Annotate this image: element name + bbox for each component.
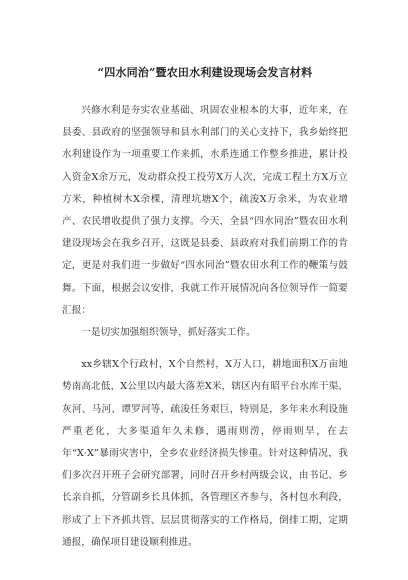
document-title: “四水同治”暨农田水利建设现场会发言材料	[97, 66, 313, 79]
section-heading: 一是切实加强组织领导，抓好落实工作。	[81, 327, 256, 339]
body-paragraph-intro: 兴修水利是夯实农业基础、巩固农业根本的大事，近年来，在县委、县政府的坚强领导和县水利部门的关心支持下，我乡始终把水利建设作为一项重要工作来抓，水系连通工作整乡推进，累计投入资金X余万元，发动群众投工投劳X万人次，完成工程土方X万立方米，种植树木X余棵，清理坑塘X个，疏浚X万余米，为农业增产、农民增收提供了强力支撑。今天，全县“四水同治”暨农田水利建设现场会在我乡召开，这既是县委、县政府对我们前期工作的肯定，更是对我们进一步做好“四水同治”暨农田水利工作的鞭策与鼓舞。下面，根据会议安排，我就工作开展情况向各位领导作一简要汇报：	[62, 105, 348, 316]
body-paragraph-details: xx乡辖X个行政村，X个自然村，X万人口，耕地面积X万亩地势南高北低，X公里以内最大落差X米，辖区内有昭平台水库干渠、灰河、马河、谭罗河等，疏浚任务艰巨，特别是，多年来水利设施严重老化，大多渠道年久未修，遇雨则涝，停雨则旱，在去年“X·X”暴雨灾害中，全乡农业经济损失惨重。针对这种情况，我们多次召开班子会研究部署，同时召开乡村两级会议，由书记、乡长亲自抓，分管副乡长具体抓，各管理区齐参与，各村包水利段，形成了上下齐抓共管、层层贯彻落实的工作格局，倒排工期，定期通报，确保项目建设顺利推进。	[62, 359, 348, 548]
